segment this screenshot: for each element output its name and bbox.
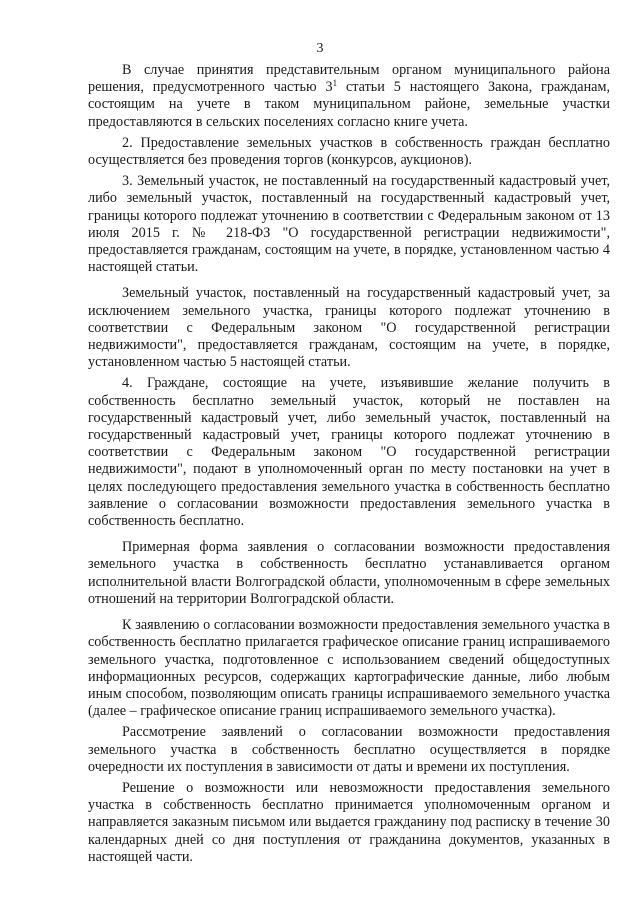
paragraph-1 (88, 62, 610, 131)
paragraph-8: Рассмотрение заявлений о согласовании возможности предоставления земельного участка в собственность бесплатно осуществляется в порядке очередности их поступления в зависимости от даты и времени их поступления. (88, 724, 610, 775)
paragraph-9: Решение о возможности или невозможности предоставления земельного участка в собственность бесплатно принимается уполномоченным органом и направляется заказным письмом или выдается гражданину под расписку в течение 30 календарных дней со дня поступления от гражданина документов, указанных в настоящей части. (88, 779, 610, 865)
paragraph-7: К заявлению о согласовании возможности предоставления земельного участка в собственность бесплатно прилагается графическое описание границ испрашиваемого земельного участка, подготовленное с использованием сведений общедоступных информационных ресурсов, содержащих картографические данные, либо любым иным способом, позволяющим описать границы испрашиваемого земельного участка (далее – графическое описание границ испрашиваемого земельного участка). (88, 617, 610, 720)
paragraph-3: 3. Земельный участок, не поставленный на государственный кадастровый учет, либо земельный участок, поставленный на государственный кадастровый учет, границы которого подлежат уточнению в соответствии с Федеральным законом от 13 июля 2015 г. № 218-ФЗ "О государственной регистрации недвижимости", предоставляется гражданам, состоящим на учете, в порядке, установленном частью 4 настоящей статьи. (88, 173, 610, 276)
paragraph-1-text-end: статьи 5 настоящего Закона, гражданам, состоящим на учете в таком муниципальном районе, земельные участки предоставляются в сельских поселениях согласно книге учета. (88, 79, 610, 130)
paragraph-5: 4. Граждане, состоящие на учете, изъявившие желание получить в собственность бесплатно земельный участок, который не поставлен на государственный кадастровый учет, либо земельный участок, поставленный на государственный кадастровый учет, границы которого подлежат уточнению в соответствии с Федеральным законом "О государственной регистрации недвижимости", подают в уполномоченный орган по месту постановки на учет в целях последующего предоставления земельного участка в собственность бесплатно заявление о согласовании возможности предоставления земельного участка в собственность бесплатно. (88, 375, 610, 530)
paragraph-2: 2. Предоставление земельных участков в собственность граждан бесплатно осуществляется без проведения торгов (конкурсов, аукционов). (88, 134, 610, 169)
paragraph-1-text-start: В случае принятия представительным органом муниципального района решения, предусмотренного частью 3 (88, 62, 610, 96)
document-body (88, 62, 610, 870)
paragraph-6: Примерная форма заявления о согласовании возможности предоставления земельного участка в собственность бесплатно устанавливается органом исполнительной власти Волгоградской области, уполномоченным в сфере земельных отношений на территории Волгоградской области. (88, 539, 610, 607)
paragraph-4: Земельный участок, поставленный на государственный кадастровый учет, за исключением земельного участка, границы которого подлежат уточнению в соответствии с Федеральным законом "О государственной регистрации недвижимости", предоставляется гражданам, состоящим на учете, в порядке, установленном частью 5 настоящей статьи. (88, 285, 610, 371)
page-number: 3 (316, 41, 324, 56)
paragraph-1-superscript: 1 (332, 78, 338, 89)
